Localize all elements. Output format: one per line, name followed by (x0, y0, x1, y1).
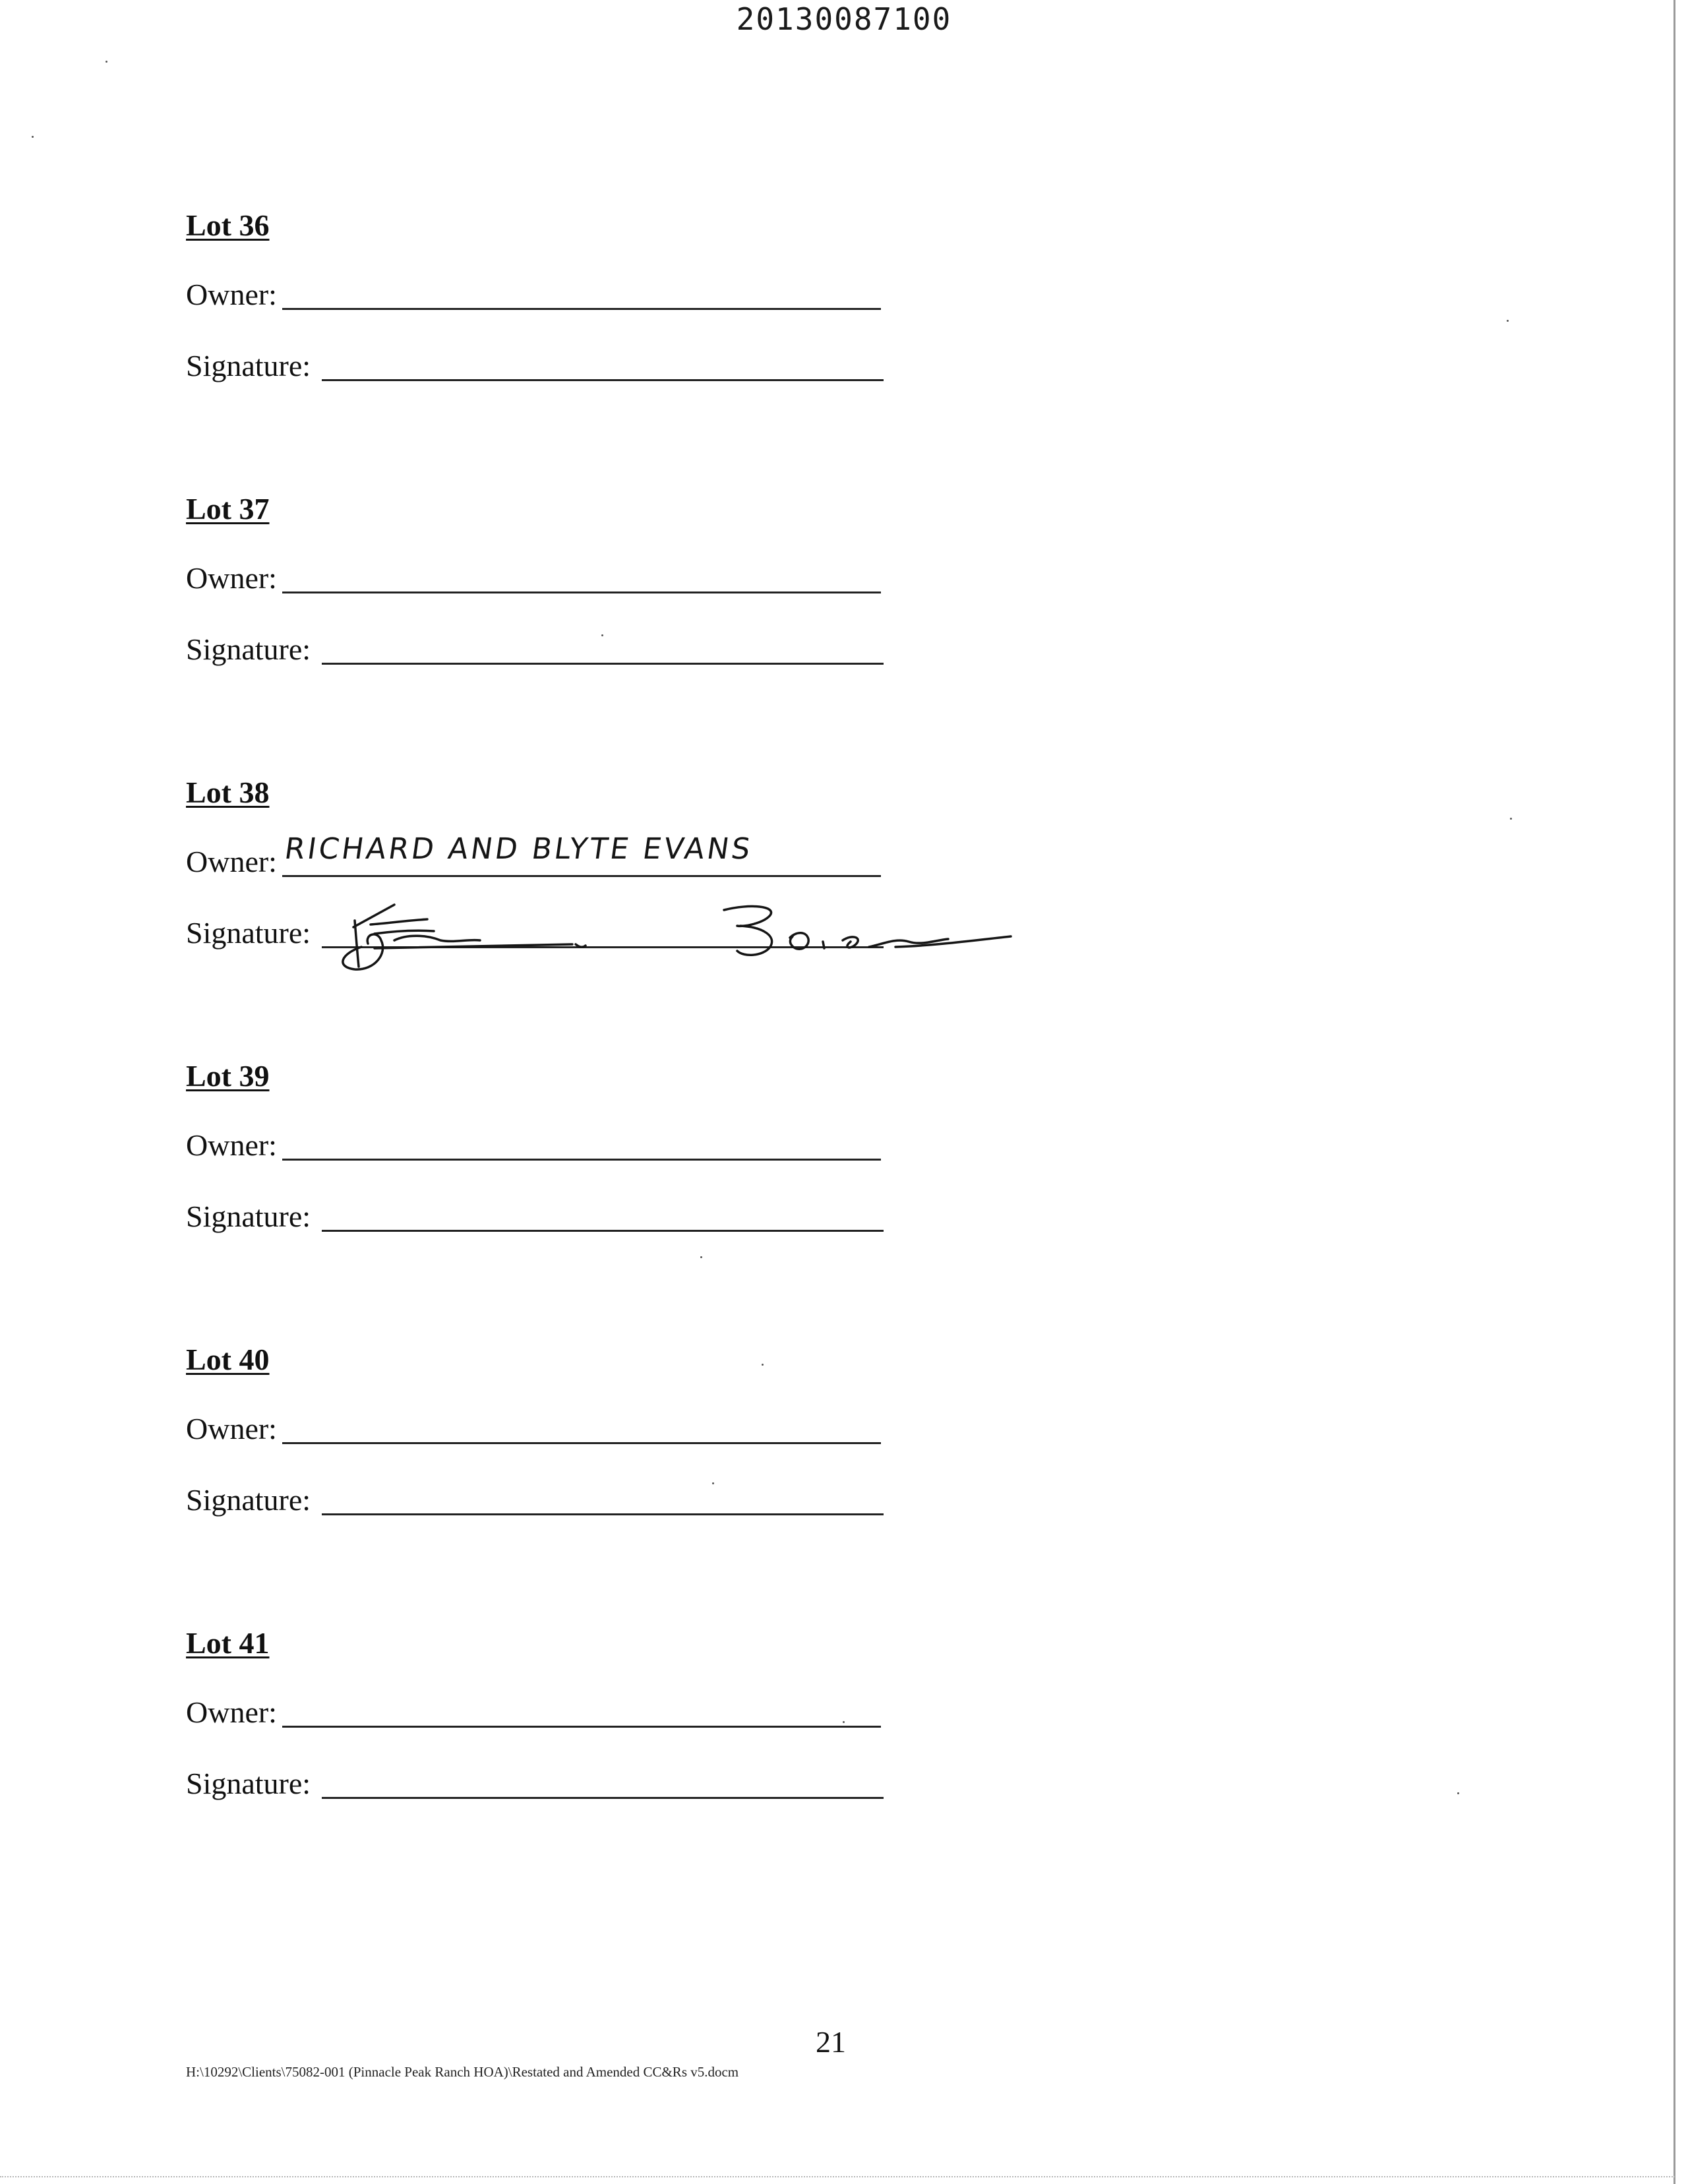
page-number: 21 (816, 2025, 846, 2059)
lot-block-36 (186, 208, 1043, 406)
owner-line (282, 1159, 881, 1161)
scan-speck (1507, 320, 1509, 322)
owner-line (282, 1442, 881, 1444)
handwritten-signature (315, 901, 1014, 973)
lot-title: Lot 38 (186, 775, 270, 809)
signature-line (322, 1513, 884, 1515)
scan-speck (1457, 1792, 1459, 1794)
lot-block-37 (186, 491, 1043, 689)
owner-label: Owner: (186, 845, 277, 878)
owner-line (282, 875, 881, 877)
signature-line (322, 663, 884, 665)
scan-edge-bottom (0, 2176, 1675, 2177)
lot-title: Lot 39 (186, 1059, 270, 1093)
owner-label: Owner: (186, 561, 277, 595)
owner-line (282, 1726, 881, 1728)
signature-line (322, 379, 884, 381)
recording-number: 20130087100 (736, 1, 952, 37)
owner-label: Owner: (186, 1412, 277, 1445)
signature-label: Signature: (186, 1767, 311, 1800)
scan-speck (712, 1482, 714, 1484)
scan-speck (762, 1364, 764, 1366)
signature-label: Signature: (186, 1483, 311, 1517)
scan-speck (106, 61, 107, 63)
signature-label: Signature: (186, 1199, 311, 1233)
signature-label: Signature: (186, 916, 311, 950)
lot-title: Lot 40 (186, 1343, 270, 1376)
signature-label: Signature: (186, 632, 311, 666)
scan-speck (32, 136, 34, 138)
owner-label: Owner: (186, 1695, 277, 1729)
scan-edge-right (1673, 0, 1675, 2184)
signature-label: Signature: (186, 349, 311, 382)
lot-title: Lot 37 (186, 492, 270, 526)
lot-block-41 (186, 1625, 1043, 1823)
lot-block-38 (186, 775, 1043, 973)
signature-line (322, 1797, 884, 1799)
lot-block-39 (186, 1058, 1043, 1256)
signature-line (322, 1230, 884, 1232)
lot-title: Lot 41 (186, 1626, 270, 1660)
owner-label: Owner: (186, 278, 277, 311)
owner-line (282, 308, 881, 310)
scan-speck (843, 1721, 845, 1723)
owner-line (282, 592, 881, 593)
lot-block-40 (186, 1342, 1043, 1540)
scan-speck (601, 634, 603, 636)
handwritten-owner-name: RICHARD AND BLYTE EVANS (282, 832, 755, 866)
footer-file-path: H:\10292\Clients\75082-001 (Pinnacle Peak Ranch HOA)\Restated and Amended CC&Rs v5.docm (186, 2064, 739, 2080)
lot-title: Lot 36 (186, 208, 270, 242)
scan-speck (1510, 818, 1512, 820)
scan-speck (700, 1256, 702, 1258)
owner-label: Owner: (186, 1128, 277, 1162)
